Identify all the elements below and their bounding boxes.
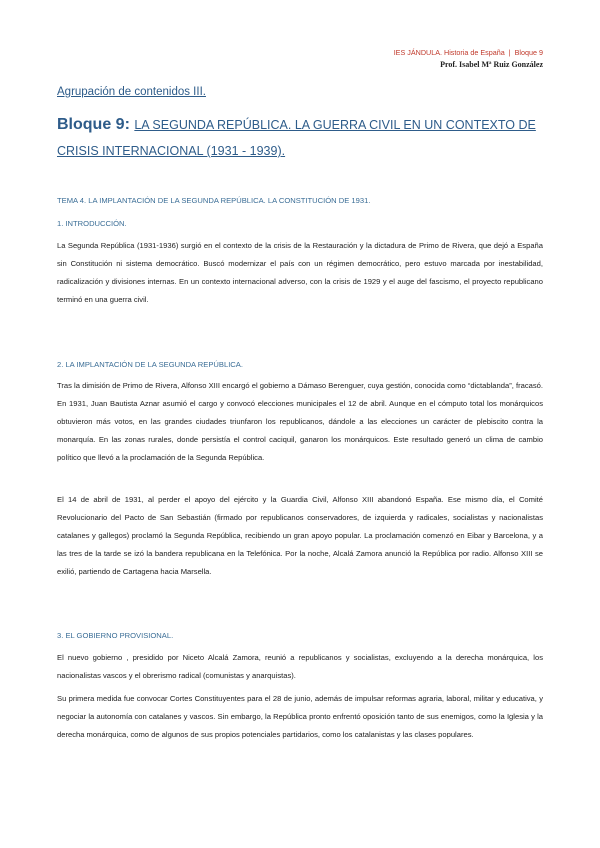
header-school: IES JÁNDULA. Historia de España bbox=[393, 48, 505, 57]
header-separator: | bbox=[508, 48, 511, 57]
paragraph-introduccion: La Segunda República (1931-1936) surgió en el contexto de la crisis de la Restauración y la dictadura de Primo de Rivera, que dejó a España sin Constitución ni sistema democrático. Buscó modernizar el país con un régimen democrático, pero estuvo marcada por inestabilidad, radicalización y divisiones internas. En un contexto internacional adverso, con la crisis de 1929 y el auge del fascismo, el proyecto republicano terminó en una guerra civil. bbox=[57, 241, 543, 304]
bloque-title-text: LA SEGUNDA REPÚBLICA. LA GUERRA CIVIL EN UN CONTEXTO DE CRISIS INTERNACIONAL (1931 - 1939). bbox=[57, 118, 536, 158]
paragraph-gobierno-2: Su primera medida fue convocar Cortes Constituyentes para el 28 de junio, además de impulsar reformas agraria, laboral, militar y educativa, y negociar la autonomía con catalanes y vascos. Sin embargo, la República pronto enfrentó oposición tanto de sus enemigos, como la Iglesia y la derecha monárquica, como de algunos de sus propios potenciales partidarios, como los catalanistas y las clases populares. bbox=[57, 694, 543, 739]
bloque-title bbox=[57, 112, 547, 164]
bloque-label: Bloque 9: bbox=[57, 116, 130, 133]
paragraph-implantacion-2: El 14 de abril de 1931, al perder el apoyo del ejército y la Guardia Civil, Alfonso XIII abandonó España. Ese mismo día, el Comité Revolucionario del Pacto de San Sebastián (firmado por republicanos conservadores, de izquierda y radicales, socialistas y nacionalistas catalanes y gallegos) proclamó la Segunda República, recibiendo un gran apoyo popular. La proclamación comenzó en Eibar y Barcelona, y a las tres de la tarde se izó la bandera republicana en la Telefónica. Por la noche, Alcalá Zamora anunció la República por radio. Alfonso XIII se exilió, partiendo de Cartagena hacia Marsella. bbox=[57, 495, 543, 576]
paragraph-gobierno-1: El nuevo gobierno , presidido por Niceto Alcalá Zamora, reunió a republicanos y socialistas, excluyendo a la derecha monárquica, los nacionalistas vascos y el obrerismo radical (comunistas y anarquistas). bbox=[57, 653, 543, 680]
page-header bbox=[394, 47, 543, 71]
header-professor: Prof. Isabel Mª Ruiz González bbox=[440, 60, 543, 69]
section-heading-introduccion: 1. INTRODUCCIÓN. bbox=[57, 219, 127, 228]
section-heading-implantacion: 2. LA IMPLANTACIÓN DE LA SEGUNDA REPÚBLICA. bbox=[57, 360, 243, 369]
header-bloque: Bloque 9 bbox=[514, 48, 543, 57]
section-heading-gobierno-provisional: 3. EL GOBIERNO PROVISIONAL. bbox=[57, 631, 174, 640]
agrupacion-heading: Agrupación de contenidos III. bbox=[57, 86, 206, 98]
tema-heading: TEMA 4. LA IMPLANTACIÓN DE LA SEGUNDA REPÚBLICA. LA CONSTITUCIÓN DE 1931. bbox=[57, 196, 371, 205]
paragraph-implantacion-1: Tras la dimisión de Primo de Rivera, Alfonso XIII encargó el gobierno a Dámaso Berenguer, cuya gestión, conocida como “dictablanda”, fracasó. En 1931, Juan Bautista Aznar asumió el cargo y convocó elecciones municipales el 12 de abril. Aunque en el cómputo total los monárquicos obtuvieron más votos, en las grandes ciudades triunfaron los republicanos, dándole a las elecciones un carácter de plebiscito contra la monarquía. En las zonas rurales, donde persistía el control caciquil, ganaron los monárquicos. Este resultado generó un clima de cambio político que llevó a la proclamación de la Segunda República. bbox=[57, 381, 543, 462]
